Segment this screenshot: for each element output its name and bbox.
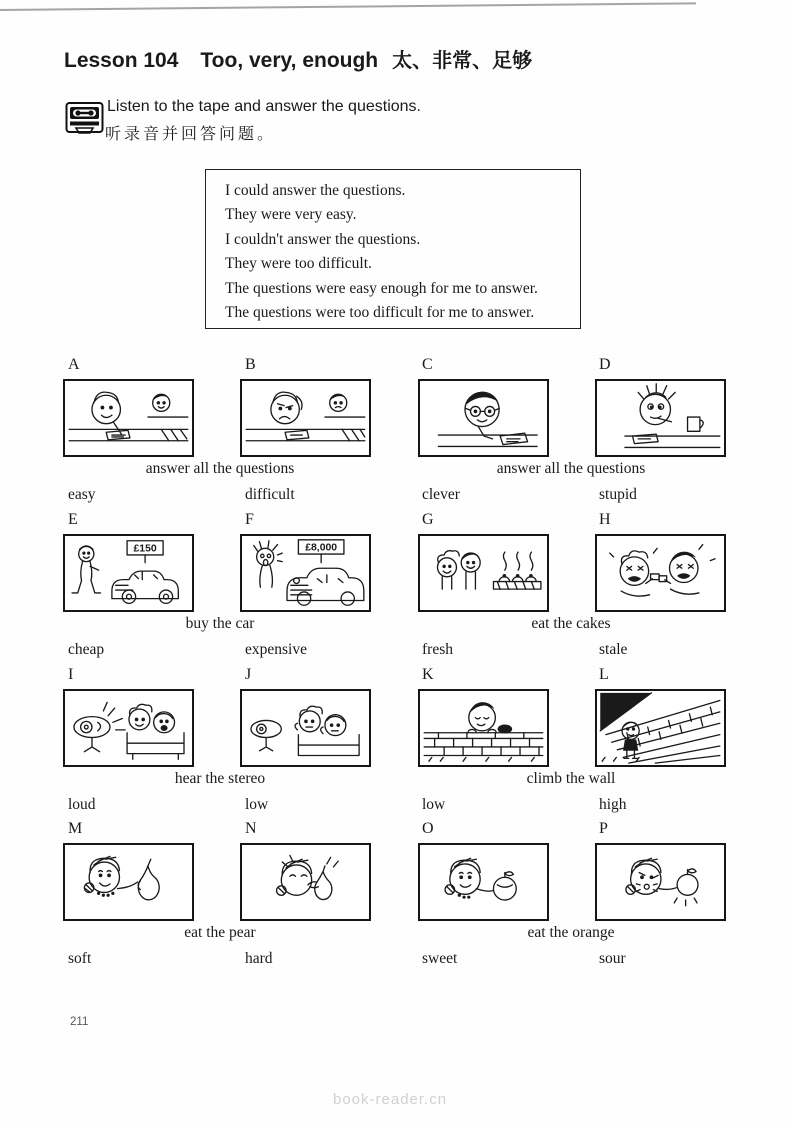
adjective-word: high [599, 796, 627, 813]
picture-letter: E [68, 511, 78, 528]
picture-l-high-wall [595, 689, 726, 767]
picture-row-2 [0, 511, 793, 663]
watermark-text: book-reader.cn [333, 1091, 448, 1108]
adjective-word: sweet [422, 950, 458, 967]
adjective-word: low [422, 796, 446, 813]
picture-letter: A [68, 356, 80, 373]
picture-letter: C [422, 356, 433, 373]
picture-o-sweet-orange [418, 843, 549, 921]
scan-artifact-line [0, 2, 696, 11]
picture-e-cheap-car [63, 534, 194, 612]
picture-c-clever-boy [418, 379, 549, 457]
adjective-word: difficult [245, 486, 295, 503]
adjective-word: sour [599, 950, 626, 967]
picture-n-hard-pear [240, 843, 371, 921]
picture-letter: L [599, 666, 609, 683]
adjective-word: loud [68, 796, 96, 813]
picture-letter: P [599, 820, 608, 837]
picture-i-loud-stereo [63, 689, 194, 767]
example-sentence: They were too difficult. [225, 255, 372, 273]
pair-caption: hear the stereo [174, 770, 266, 787]
lesson-title [64, 44, 532, 73]
adjective-word: fresh [422, 641, 453, 658]
picture-b-difficult-exam [240, 379, 371, 457]
listen-instruction-en: Listen to the tape and answer the questions. [107, 98, 421, 115]
picture-letter: M [68, 820, 83, 837]
picture-row-4 [0, 820, 793, 972]
example-sentence: The questions were easy enough for me to answer. [225, 279, 538, 297]
example-sentences-box [205, 169, 581, 329]
picture-d-stupid-boy [595, 379, 726, 457]
pair-caption: eat the pear [184, 924, 256, 941]
example-sentence: They were very easy. [225, 206, 357, 224]
price-sign-text: £8,000 [305, 542, 338, 554]
picture-j-low-stereo [240, 689, 371, 767]
adjective-word: stupid [599, 486, 637, 503]
picture-letter: H [599, 511, 611, 528]
lesson-topic: Too, very, enough [200, 49, 379, 72]
pair-caption: buy the car [185, 615, 255, 632]
picture-letter: K [422, 666, 434, 683]
adjective-word: stale [599, 641, 628, 658]
picture-letter: O [422, 820, 434, 837]
example-sentence: I could answer the questions. [225, 182, 406, 199]
picture-letter: B [245, 356, 256, 373]
page-number: 211 [70, 1016, 89, 1028]
adjective-word: hard [245, 950, 273, 967]
picture-m-soft-pear [63, 843, 194, 921]
listen-instruction-zh: 听录音并回答问题。 [105, 126, 277, 143]
picture-p-sour-orange [595, 843, 726, 921]
lesson-topic-chinese: 太、非常、足够 [392, 50, 533, 72]
picture-letter: N [245, 820, 257, 837]
pair-caption: eat the cakes [531, 615, 611, 632]
picture-k-low-wall [418, 689, 549, 767]
picture-letter: D [599, 356, 611, 373]
picture-letter: J [245, 666, 252, 683]
lesson-number: Lesson 104 [64, 49, 179, 72]
pair-caption: eat the orange [527, 924, 615, 941]
example-sentence: The questions were too difficult for me to answer. [225, 304, 535, 322]
pair-caption: climb the wall [526, 770, 616, 787]
adjective-word: low [245, 796, 269, 813]
picture-letter: F [245, 511, 254, 528]
pair-caption: answer all the questions [496, 460, 646, 477]
adjective-word: cheap [68, 641, 105, 658]
adjective-word: soft [68, 950, 92, 967]
pair-caption: answer all the questions [145, 460, 295, 477]
picture-f-expensive-car [240, 534, 371, 612]
example-sentence: I couldn't answer the questions. [225, 230, 421, 248]
picture-letter: G [422, 511, 434, 528]
picture-h-stale-cakes [595, 534, 726, 612]
picture-row-1 [0, 356, 793, 508]
picture-g-fresh-cakes [418, 534, 549, 612]
adjective-word: clever [422, 486, 460, 503]
picture-letter: I [68, 666, 74, 683]
adjective-word: expensive [245, 641, 307, 658]
price-sign-text: £150 [133, 543, 157, 555]
cassette-tape-icon [65, 101, 105, 140]
picture-a-easy-exam [63, 379, 194, 457]
adjective-word: easy [68, 486, 96, 503]
picture-row-3 [0, 666, 793, 818]
